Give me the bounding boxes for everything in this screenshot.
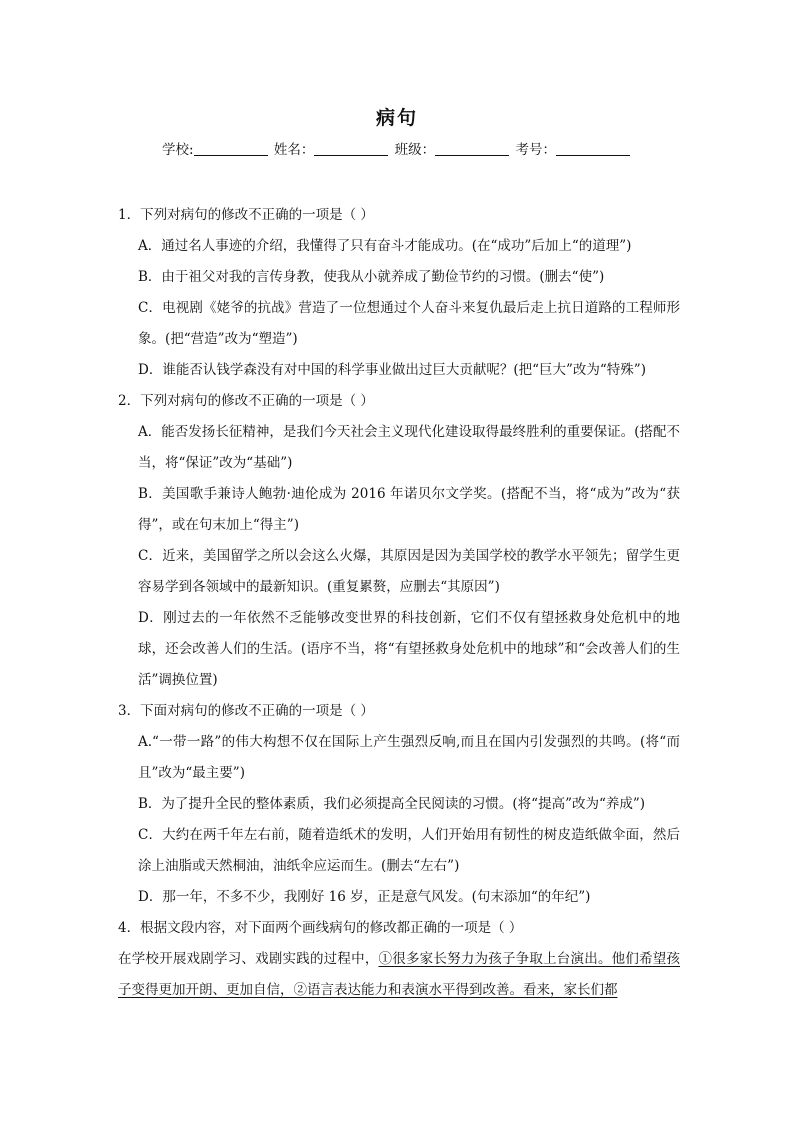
question-2-option-d: D．刚过去的一年依然不乏能够改变世界的科技创新，它们不仅有望拯救身处危机中的地球，还会改善人们的生活。(语序不当，将“有望拯救身处危机中的地球”和“会改善人们的生活”调换位置) <box>138 610 680 688</box>
question-1-option-b: B．由于祖父对我的言传身教，使我从小就养成了勤俭节约的习惯。(删去“使”) <box>138 269 605 285</box>
passage-intro: 在学校开展戏剧学习、戏剧实践的过程中， <box>118 951 379 967</box>
question-2-stem: 2．下列对病句的修改不正确的一项是（ ） <box>118 393 374 409</box>
student-info-line <box>0 138 794 158</box>
school-blank[interactable] <box>194 142 268 156</box>
passage-underlined-sentences: ①很多家长努力为孩子争取上台演出。他们希望孩子变得更加开朗、更加自信，②语言表达能力和表演水平得到改善。看来，家长们都 <box>118 951 681 998</box>
question-1-option-a: A．通过名人事迹的介绍，我懂得了只有奋斗才能成功。(在“成功”后加上“的道理”) <box>138 238 632 254</box>
class-blank[interactable] <box>435 142 509 156</box>
question-4-passage <box>118 944 680 1006</box>
class-label: 班级： <box>394 142 436 158</box>
question-3-option-b: B．为了提升全民的整体素质，我们必须提高全民阅读的习惯。(将“提高”改为“养成”) <box>138 796 646 812</box>
question-list <box>118 200 680 1006</box>
page-title: 病句 <box>375 107 418 129</box>
name-blank[interactable] <box>314 142 388 156</box>
question-3-option-c: C．大约在两千年左右前，随着造纸术的发明，人们开始用有韧性的树皮造纸做伞面，然后涂上油脂或天然桐油，油纸伞应运而生。(删去“左右”) <box>138 827 680 874</box>
question-2-option-a: A．能否发扬长征精神，是我们今天社会主义现代化建设取得最终胜利的重要保证。(搭配不当，将“保证”改为“基础”) <box>138 424 680 471</box>
question-4-stem: 4．根据文段内容，对下面两个画线病句的修改都正确的一项是（ ） <box>118 920 523 936</box>
exam-number-blank[interactable] <box>556 142 630 156</box>
question-2-option-b: B．美国歌手兼诗人鲍勃·迪伦成为 2016 年诺贝尔文学奖。(搭配不当，将“成为”改为“获得”，或在句末加上“得主”) <box>138 486 680 533</box>
question-1-stem: 1．下列对病句的修改不正确的一项是（ ） <box>118 207 374 223</box>
question-1-option-d: D．谁能否认钱学森没有对中国的科学事业做出过巨大贡献呢？(把“巨大”改为“特殊”) <box>138 362 646 378</box>
name-label: 姓名： <box>273 142 315 158</box>
question-2-option-c: C．近来，美国留学之所以会这么火爆，其原因是因为美国学校的教学水平领先；留学生更容易学到各领域中的最新知识。(重复累赘，应删去“其原因”) <box>138 548 680 595</box>
question-3-stem: 3．下面对病句的修改不正确的一项是（ ） <box>118 703 374 719</box>
exam-number-label: 考号： <box>515 142 556 158</box>
question-3-option-d: D．那一年，不多不少，我刚好 16 岁，正是意气风发。(句末添加“的年纪”) <box>138 889 591 905</box>
question-3-option-a: A.“一带一路”的伟大构想不仅在国际上产生强烈反响,而且在国内引发强烈的共鸣。(将“而且”改为“最主要”) <box>138 734 680 781</box>
school-label: 学校: <box>162 142 194 158</box>
question-1-option-c: C．电视剧《姥爷的抗战》营造了一位想通过个人奋斗来复仇最后走上抗日道路的工程师形象。(把“营造”改为“塑造”) <box>138 300 680 347</box>
